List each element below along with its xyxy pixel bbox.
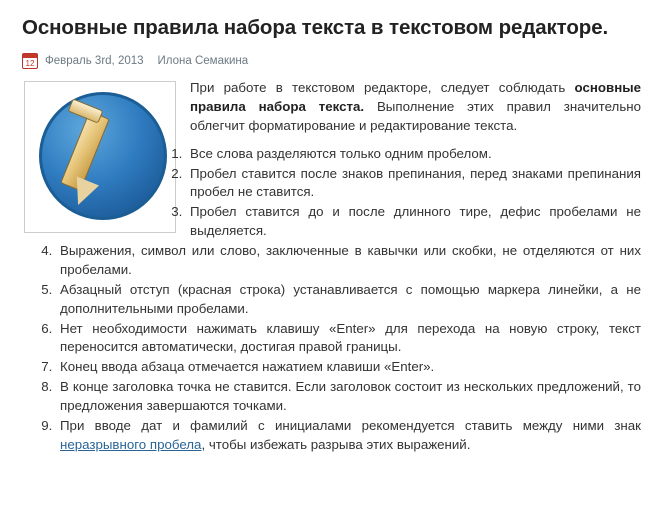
post-thumbnail (24, 81, 176, 233)
rule9-text-part2: , чтобы избежать разрыва этих выражений. (201, 436, 471, 452)
list-item: 2. Пробел ставится после знаков препинания, перед знаками препинания пробел не ставится. (56, 165, 641, 203)
thumbnail-inner (27, 84, 173, 230)
post-content (22, 79, 641, 456)
list-item: 1. Все слова разделяются только одним пробелом. (56, 145, 641, 164)
calendar-icon (22, 53, 38, 69)
list-item: 4. Выражения, символ или слово, заключенные в кавычки или скобки, не отделяются от них пробелами. (56, 242, 641, 280)
post-meta (22, 53, 641, 69)
non-breaking-space-link[interactable]: неразрывного пробела (60, 436, 202, 452)
blue-circle-icon (39, 92, 167, 220)
intro-text-part2: Выполнение этих правил значительно облегчит форматирование и редактирование текста. (190, 98, 641, 133)
list-item: 3. Пробел ставится до и после длинного тире, дефис пробелами не выделяется. (56, 203, 641, 241)
list-item: 6. Нет необходимости нажимать клавишу «Enter» для перехода на новую строку, текст переносится автоматически, достигая правой границы. (56, 320, 641, 358)
page-title: Основные правила набора текста в текстовом редакторе. (22, 16, 609, 39)
list-item: 5. Абзацный отступ (красная строка) устанавливается с помощью маркера линейки, а не дополнительными пробелами. (56, 281, 641, 319)
list-item-with-link (56, 417, 641, 455)
intro-text-bold: основные правила набора текста. (190, 80, 641, 114)
intro-text-part1: При работе в текстовом редакторе, следует соблюдать (190, 80, 575, 96)
post-date: Февраль 3rd, 2013 (45, 55, 144, 68)
rule9-text-part1: При вводе дат и фамилий с инициалами рекомендуется ставить между ними знак (60, 417, 641, 433)
post-author: Илона Семакина (157, 55, 249, 68)
list-item: 8. В конце заголовка точка не ставится. Если заголовок состоит из нескольких предложений, то предложения завершаются точками. (56, 378, 641, 416)
list-item: 7. Конец ввода абзаца отмечается нажатием клавиши «Enter». (56, 358, 641, 377)
calendar-icon-day: 12 (25, 59, 35, 69)
